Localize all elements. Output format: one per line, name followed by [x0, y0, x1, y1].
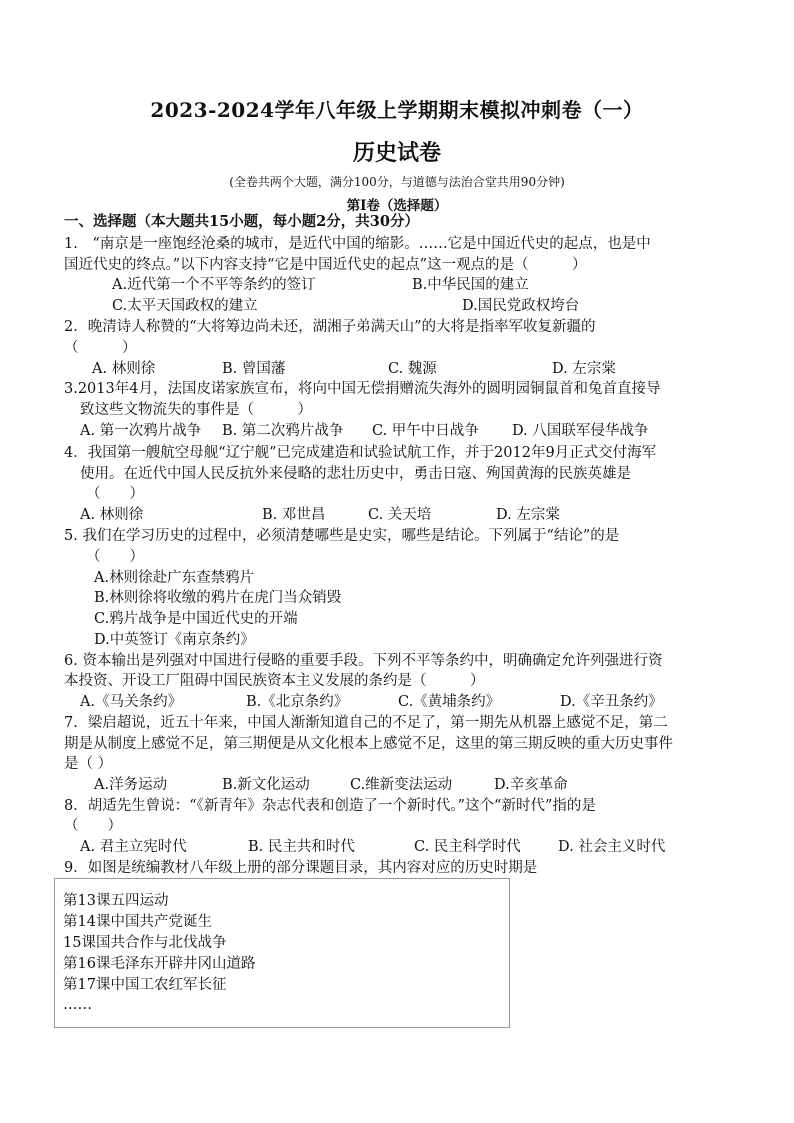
q7-option-d: D.辛亥革命 — [494, 777, 568, 793]
q1-option-b: B.中华民国的建立 — [412, 277, 529, 293]
q2-stem-line1: 2．晚清诗人称赞的“大将筹边尚未还，湖湘子弟满天山”的大将是指率军收复新疆的 — [64, 319, 596, 335]
q5-option-a: A.林则徐赴广东查禁鸦片 — [94, 570, 255, 586]
q6-option-a: A.《马关条约》 — [80, 694, 183, 710]
q7-option-b: B.新文化运动 — [222, 777, 310, 793]
q3-stem-line2: 致这些文物流失的事件是（ ） — [80, 402, 312, 418]
q7-option-c: C.维新变法运动 — [350, 777, 453, 793]
q1-option-c: C.太平天国政权的建立 — [112, 298, 258, 314]
exam-note: (全卷共两个大题，满分100分，与道德与法治合堂共用90分钟) — [229, 175, 565, 189]
q8-option-c: C. 民主科学时代 — [414, 839, 521, 855]
q5-option-d: D.中英签订《南京条约》 — [94, 632, 255, 648]
q9-lesson-list-box — [54, 878, 510, 1028]
q1-option-a: A.近代第一个不平等条约的签订 — [112, 277, 316, 293]
q2-stem-line2: （ ） — [64, 340, 137, 356]
q2-option-c: C. 魏源 — [388, 361, 437, 377]
q8-option-b: B. 民主共和时代 — [248, 839, 355, 855]
q4-stem-line3: （ ） — [86, 486, 144, 502]
section-heading: 一、选择题（本大题共15小题，每小题2分，共30分） — [64, 213, 419, 230]
lesson-item: 第17课中国工农红军长征 — [63, 977, 227, 993]
exam-title: 2023-2024学年八年级上学期期末模拟冲刺卷（一） — [150, 98, 644, 122]
lesson-item-ellipsis: …… — [63, 997, 92, 1013]
q3-option-b: B. 第二次鸦片战争 — [222, 423, 344, 439]
lesson-item: 第14课中国共产党诞生 — [63, 914, 212, 930]
q1-option-d: D.国民党政权垮台 — [462, 298, 580, 314]
q1-stem-line1: 1. “南京是一座饱经沧桑的城市，是近代中国的缩影。……它是中国近代史的起点，也是中 — [64, 236, 651, 252]
q4-option-a: A. 林则徐 — [80, 507, 144, 523]
q7-stem-line1: 7．梁启超说，近五十年来，中国人渐渐知道自己的不足了，第一期先从机器上感觉不足，第二 — [64, 715, 668, 731]
q7-stem-line2: 期是从制度上感觉不足，第三期便是从文化根本上感觉不足，这里的第三期反映的重大历史事件 — [64, 736, 673, 752]
q3-stem-line1: 3.2013年4月，法国皮诺家族宣布，将向中国无偿捐赠流失海外的圆明园铜鼠首和兔首直接导 — [64, 381, 661, 397]
q4-option-b: B. 邓世昌 — [262, 507, 326, 523]
q2-option-b: B. 曾国藩 — [222, 361, 286, 377]
lesson-item: 第13课五四运动 — [63, 893, 169, 909]
q2-option-d: D. 左宗棠 — [552, 361, 616, 377]
q7-option-a: A.洋务运动 — [94, 777, 168, 793]
lesson-item: 第16课毛泽东开辟井冈山道路 — [63, 956, 256, 972]
part-heading: 第Ⅰ卷（选择题） — [346, 198, 448, 214]
q7-stem-line3: 是（ ） — [64, 756, 113, 772]
q3-option-a: A. 第一次鸦片战争 — [80, 423, 202, 439]
q3-option-c: C. 甲午中日战争 — [372, 423, 479, 439]
q3-option-d: D. 八国联军侵华战争 — [512, 423, 649, 439]
q6-option-c: C.《黄埔条约》 — [398, 694, 501, 710]
q5-stem-line1: 5. 我们在学习历史的过程中，必须清楚哪些是史实，哪些是结论。下列属于“结论”的是 — [64, 528, 620, 544]
q8-option-d: D. 社会主义时代 — [558, 839, 666, 855]
q4-stem-line1: 4．我国第一艘航空母舰“辽宁舰”已完成建造和试验试航工作，并于2012年9月正式交付海军 — [64, 445, 657, 461]
q4-option-c: C. 关天培 — [368, 507, 432, 523]
exam-subtitle: 历史试卷 — [352, 140, 441, 166]
q6-stem-line2: 本投资、开设工厂阻碍中国民族资本主义发展的条约是（ ） — [64, 673, 485, 689]
q1-stem-line2: 国近代史的终点。”以下内容支持“它是中国近代史的起点”这一观点的是（ ） — [64, 257, 587, 273]
q8-option-a: A. 君主立宪时代 — [80, 839, 187, 855]
q8-stem-line1: 8．胡适先生曾说：“《新青年》杂志代表和创造了一个新时代。”这个“新时代”指的是 — [64, 798, 596, 814]
q6-option-b: B.《北京条约》 — [246, 694, 349, 710]
q4-stem-line2: 使用。在近代中国人民反抗外来侵略的悲壮历史中，勇击日寇、殉国黄海的民族英雄是 — [80, 466, 631, 482]
q6-stem-line1: 6. 资本输出是列强对中国进行侵略的重要手段。下列不平等条约中，明确确定允许列强进行资 — [64, 653, 663, 669]
q9-stem-line1: 9．如图是统编教材八年级上册的部分课题目录，其内容对应的历史时期是 — [64, 860, 538, 876]
lesson-item: 15课国共合作与北伐战争 — [63, 935, 227, 951]
q2-option-a: A. 林则徐 — [92, 361, 156, 377]
q5-stem-line2: （ ） — [86, 549, 144, 565]
q5-option-c: C.鸦片战争是中国近代史的开端 — [94, 611, 298, 627]
q4-option-d: D. 左宗棠 — [496, 507, 560, 523]
q6-option-d: D.《辛丑条约》 — [560, 694, 663, 710]
q5-option-b: B.林则徐将收缴的鸦片在虎门当众销毁 — [94, 590, 342, 606]
q8-stem-line2: （ ） — [64, 818, 122, 834]
